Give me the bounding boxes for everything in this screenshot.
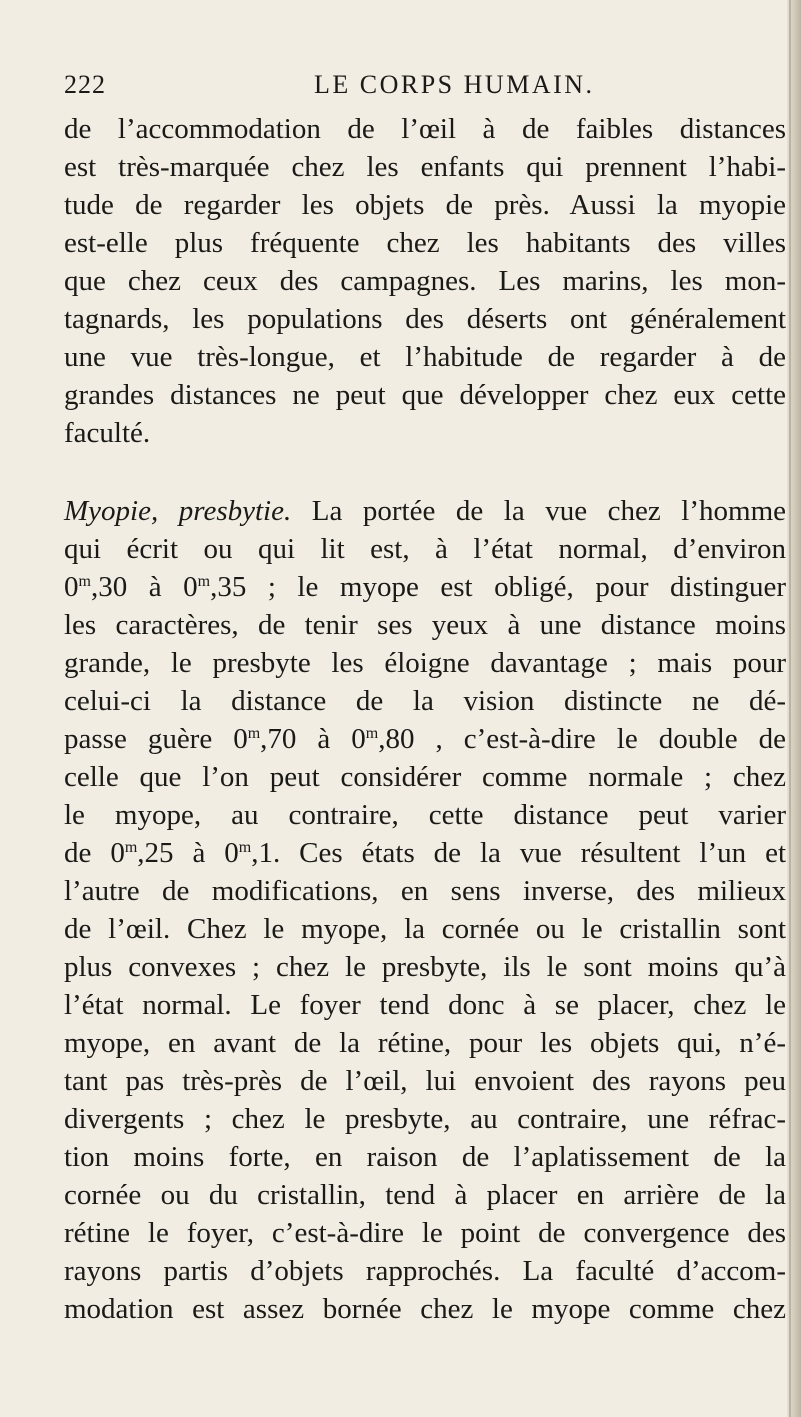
- text-line: tagnards, les populations des déserts ont généralement: [64, 303, 786, 335]
- text-line: est très-marquée chez les enfants qui prennent l’habi-: [64, 151, 786, 183]
- measurement-value: 0: [233, 723, 248, 755]
- unit-superscript: m: [238, 839, 252, 856]
- running-head: [64, 70, 786, 110]
- text-line: que chez ceux des campagnes. Les marins, les mon-: [64, 265, 786, 297]
- text-line: tant pas très-près de l’œil, lui envoient des rayons peu: [64, 1065, 786, 1097]
- text-line: celle que l’on peut considérer comme normale ; chez: [64, 761, 786, 793]
- text-line: myope, en avant de la rétine, pour les objets qui, n’é-: [64, 1027, 786, 1059]
- text-run: de: [64, 837, 111, 869]
- unit-superscript: m: [78, 573, 91, 590]
- text-line: grande, le presbyte les éloigne davantage ; mais pour: [64, 647, 786, 679]
- text-line: [64, 720, 786, 758]
- paragraph-myopie-presbytie: [64, 492, 786, 1328]
- measurement-value: 0: [64, 571, 79, 603]
- text-line: modation est assez bornée chez le myope comme chez: [64, 1293, 786, 1325]
- text-line: grandes distances ne peut que développer chez eux cette: [64, 379, 786, 411]
- text-run: La portée de la vue chez l’homme: [291, 495, 786, 527]
- measurement-value: 0: [183, 571, 198, 603]
- text-run: ,80 , c’est-à-dire le double de: [378, 723, 786, 755]
- unit-superscript: m: [247, 725, 261, 742]
- text-run: ,25 à: [137, 837, 225, 869]
- body-text: [64, 110, 786, 1328]
- running-title: LE CORPS HUMAIN.: [314, 70, 595, 99]
- text-run: ,35 ; le myope est obligé, pour distinguer: [210, 571, 786, 603]
- text-line: faculté.: [64, 417, 151, 449]
- text-line: tion moins forte, en raison de l’aplatissement de la: [64, 1141, 786, 1173]
- book-page: [64, 70, 786, 1328]
- text-line: est-elle plus fréquente chez les habitants des villes: [64, 227, 786, 259]
- text-line: tude de regarder les objets de près. Aussi la myopie: [64, 189, 786, 221]
- text-line: le myope, au contraire, cette distance peut varier: [64, 799, 786, 831]
- unit-superscript: m: [124, 839, 138, 856]
- text-line: plus convexes ; chez le presbyte, ils le sont moins qu’à: [64, 951, 786, 983]
- text-line: celui-ci la distance de la vision distincte ne dé-: [64, 685, 786, 717]
- measurement-value: 0: [110, 837, 125, 869]
- text-line: les caractères, de tenir ses yeux à une distance moins: [64, 609, 786, 641]
- text-line: l’autre de modifications, en sens inverse, des milieux: [64, 875, 786, 907]
- page-number: 222: [64, 70, 106, 99]
- text-line: [64, 834, 786, 872]
- text-line: une vue très-longue, et l’habitude de regarder à de: [64, 341, 786, 373]
- unit-superscript: m: [197, 573, 211, 590]
- text-line: qui écrit ou qui lit est, à l’état normal, d’environ: [64, 533, 786, 565]
- text-line: l’état normal. Le foyer tend donc à se placer, chez le: [64, 989, 786, 1021]
- text-run: ,1. Ces états de la vue résultent l’un et: [251, 837, 787, 869]
- text-line: de l’œil. Chez le myope, la cornée ou le cristallin sont: [64, 913, 786, 945]
- text-line: [64, 492, 786, 530]
- paragraph-gap: [64, 452, 786, 492]
- text-line: divergents ; chez le presbyte, au contraire, une réfrac-: [64, 1103, 786, 1135]
- text-line: [64, 568, 786, 606]
- text-run: ,30 à: [90, 571, 184, 603]
- text-line: de l’accommodation de l’œil à de faibles distances: [64, 113, 786, 145]
- page-edge-line: [789, 0, 791, 1417]
- text-line: rétine le foyer, c’est-à-dire le point de convergence des: [64, 1217, 786, 1249]
- text-line: rayons partis d’objets rapprochés. La faculté d’accom-: [64, 1255, 786, 1287]
- text-line: cornée ou du cristallin, tend à placer en arrière de la: [64, 1179, 786, 1211]
- measurement-value: 0: [351, 723, 366, 755]
- unit-superscript: m: [365, 725, 379, 742]
- text-run: ,70 à: [260, 723, 352, 755]
- paragraph-accommodation: [64, 110, 786, 452]
- measurement-value: 0: [224, 837, 239, 869]
- section-heading: Myopie, presbytie.: [64, 495, 292, 527]
- text-run: passe guère: [64, 723, 234, 755]
